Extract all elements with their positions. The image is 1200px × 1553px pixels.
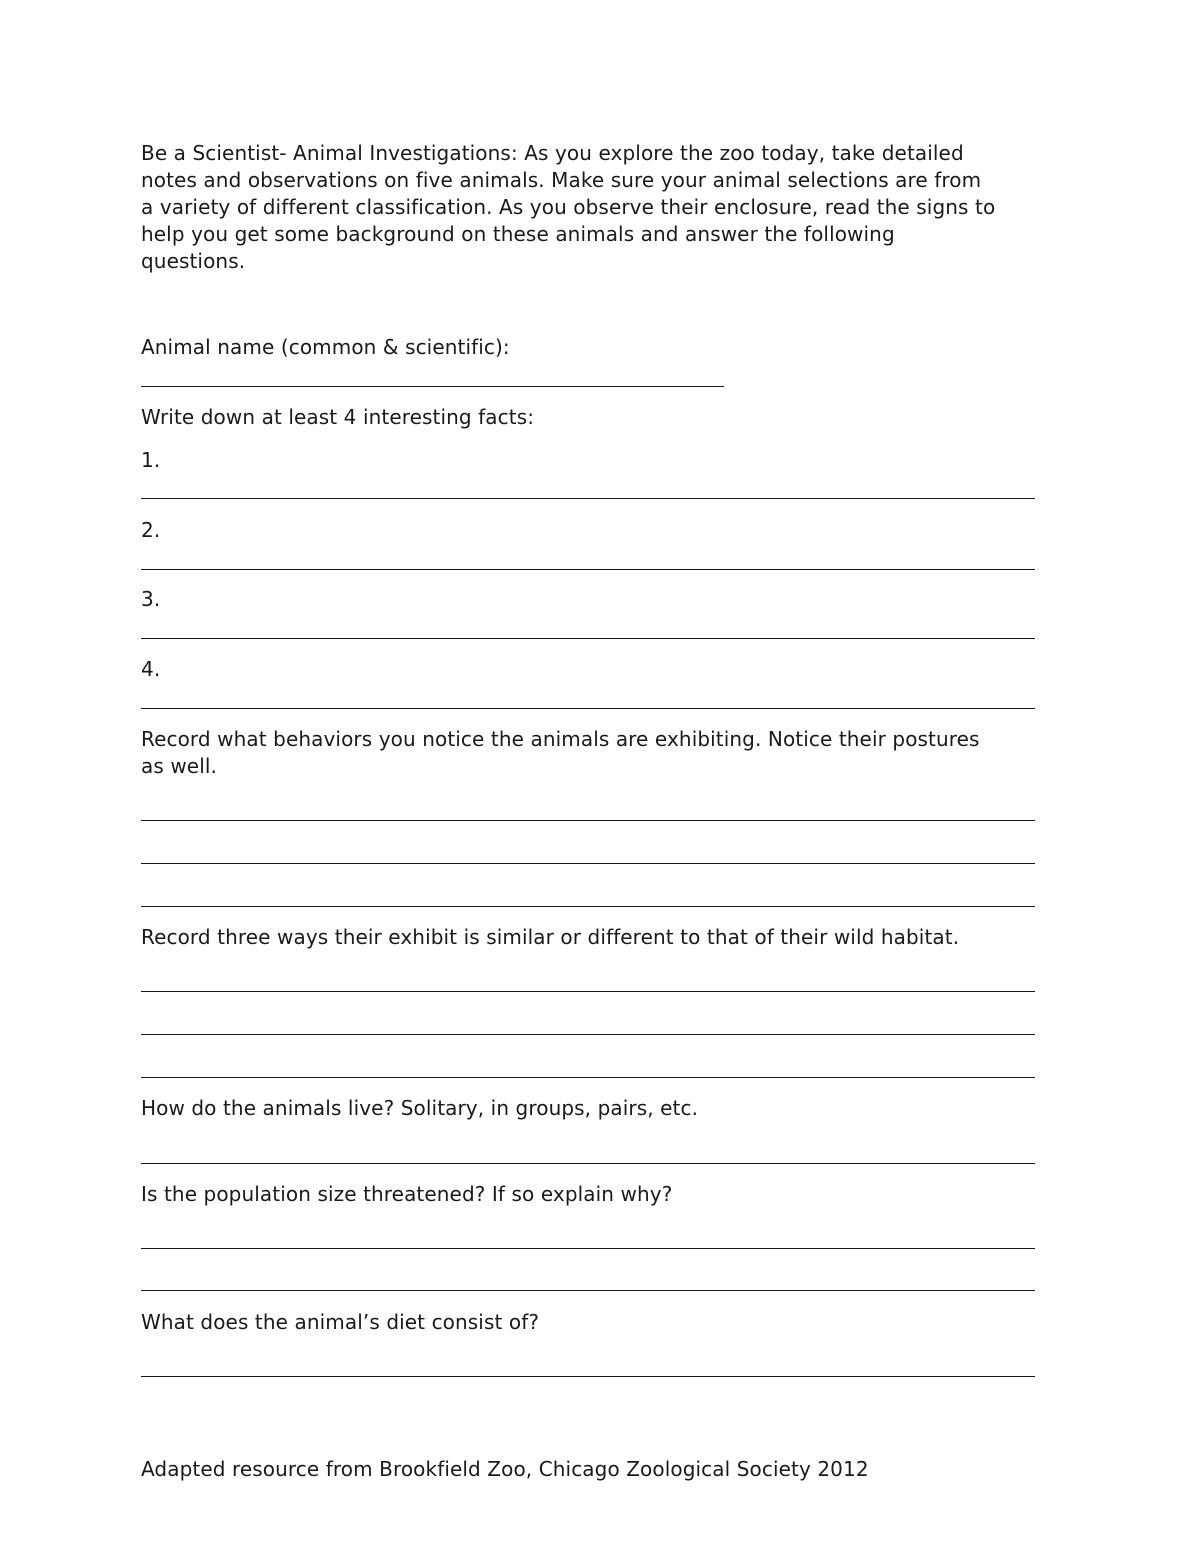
intro-line: Be a Scientist- Animal Investigations: As you explore the zoo today, take detailed xyxy=(141,141,964,165)
exhibit-answer-line[interactable] xyxy=(141,1034,1035,1035)
population-prompt: Is the population size threatened? If so explain why? xyxy=(141,1182,673,1206)
diet-answer-line[interactable] xyxy=(141,1376,1035,1377)
live-prompt: How do the animals live? Solitary, in groups, pairs, etc. xyxy=(141,1096,699,1120)
fact-1-answer-line[interactable] xyxy=(141,498,1035,499)
behaviors-prompt-line-1: Record what behaviors you notice the animals are exhibiting. Notice their postures xyxy=(141,727,980,751)
intro-paragraph xyxy=(141,140,1071,275)
behaviors-answer-line[interactable] xyxy=(141,820,1035,821)
intro-line: help you get some background on these animals and answer the following xyxy=(141,222,895,246)
fact-4-answer-line[interactable] xyxy=(141,708,1035,709)
behaviors-prompt-line-2: as well. xyxy=(141,754,217,778)
footer-attribution: Adapted resource from Brookfield Zoo, Chicago Zoological Society 2012 xyxy=(141,1457,869,1481)
fact-2-answer-line[interactable] xyxy=(141,569,1035,570)
live-answer-line[interactable] xyxy=(141,1163,1035,1164)
exhibit-prompt: Record three ways their exhibit is similar or different to that of their wild habitat. xyxy=(141,925,960,949)
behaviors-answer-line[interactable] xyxy=(141,906,1035,907)
intro-line: a variety of different classification. As you observe their enclosure, read the signs to xyxy=(141,195,996,219)
behaviors-answer-line[interactable] xyxy=(141,863,1035,864)
fact-number-1: 1. xyxy=(141,448,161,472)
population-answer-line[interactable] xyxy=(141,1290,1035,1291)
population-answer-line[interactable] xyxy=(141,1248,1035,1249)
facts-prompt: Write down at least 4 interesting facts: xyxy=(141,405,535,429)
animal-name-label: Animal name (common & scientific): xyxy=(141,335,510,359)
diet-prompt: What does the animal’s diet consist of? xyxy=(141,1310,540,1334)
intro-line: notes and observations on five animals. Make sure your animal selections are from xyxy=(141,168,982,192)
exhibit-answer-line[interactable] xyxy=(141,991,1035,992)
exhibit-answer-line[interactable] xyxy=(141,1077,1035,1078)
intro-line: questions. xyxy=(141,249,246,273)
fact-number-3: 3. xyxy=(141,587,161,611)
fact-3-answer-line[interactable] xyxy=(141,638,1035,639)
fact-number-4: 4. xyxy=(141,657,161,681)
fact-number-2: 2. xyxy=(141,518,161,542)
animal-name-answer-line[interactable] xyxy=(141,386,724,387)
